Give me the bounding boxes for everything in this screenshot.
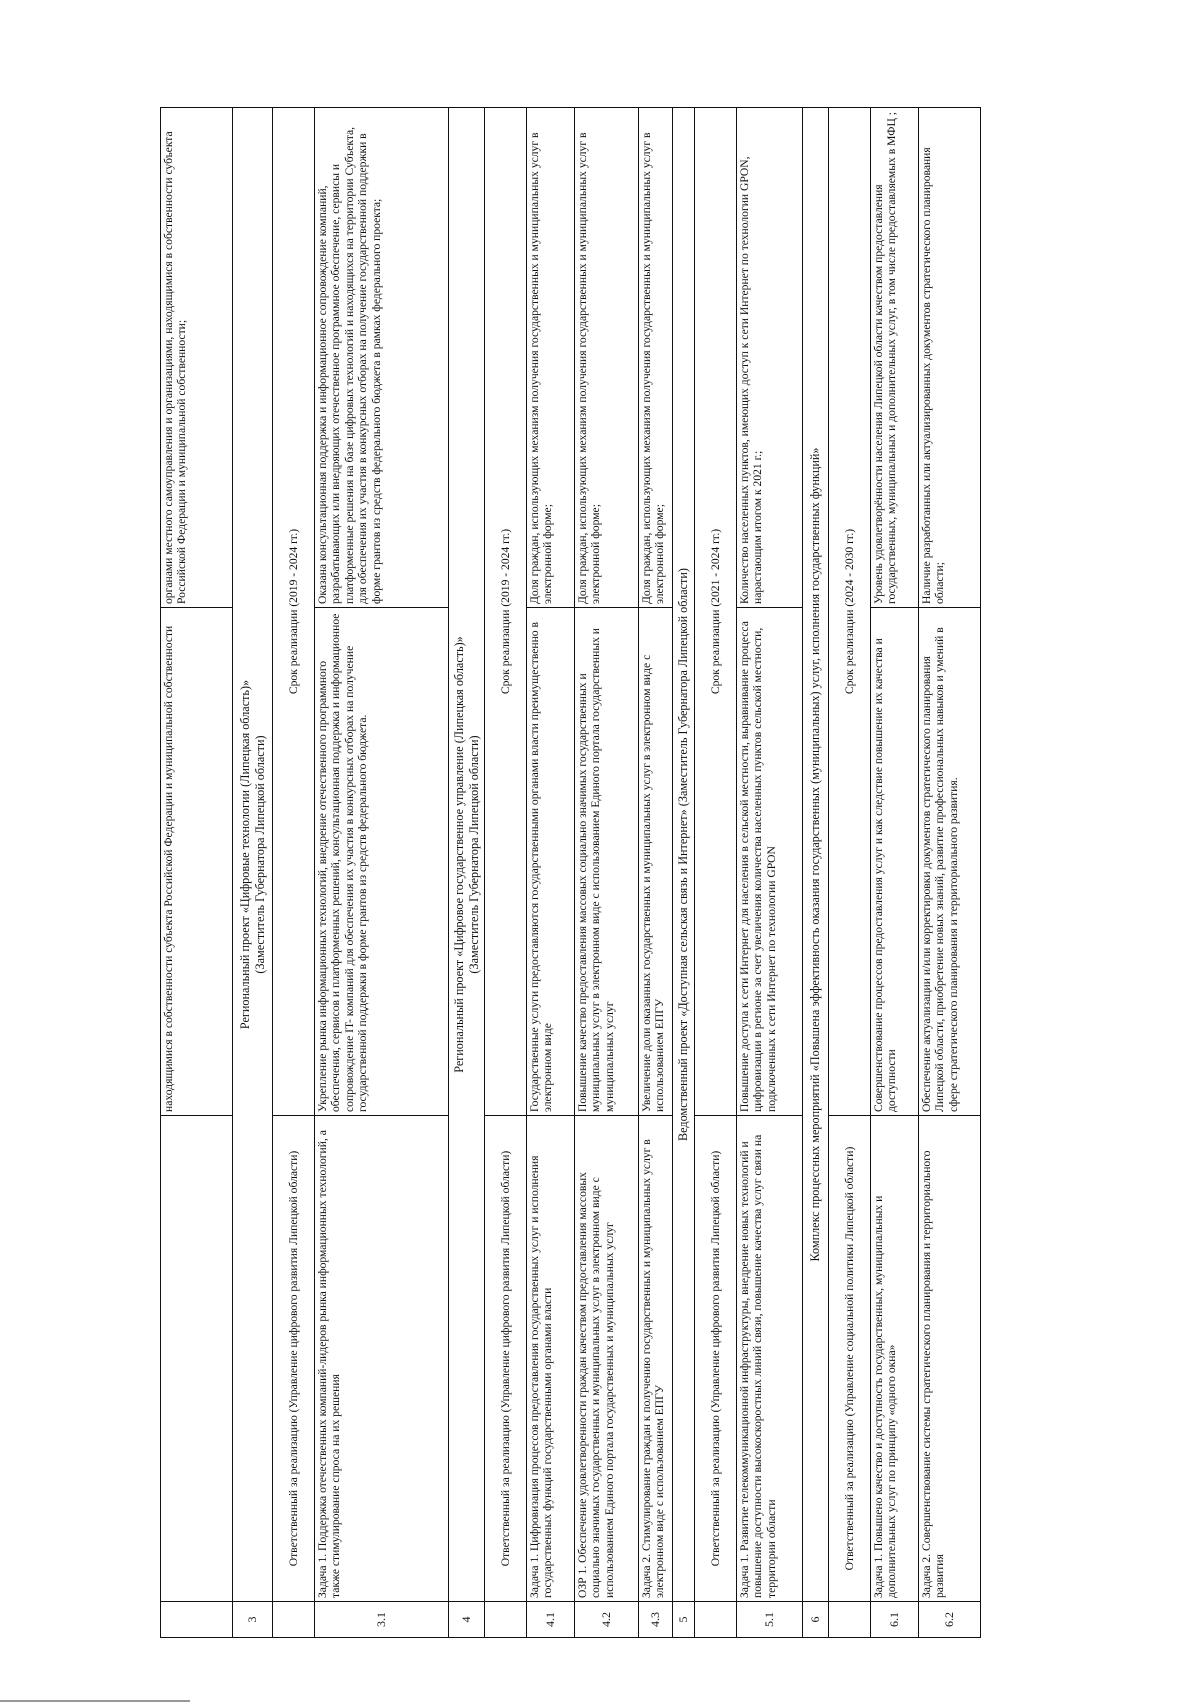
- task-cell: Задача 1. Цифровизация процессов предоставления государственных услуг и исполнения государственных функций государственными органами власти: [527, 1116, 575, 1602]
- section-number: 6: [803, 1602, 829, 1638]
- table-row: [871, 108, 919, 1638]
- section-title: Комплекс процессных мероприятий «Повышена эффективность оказания государственных (муниципальных) услуг, исполнения государственных функций»: [803, 108, 829, 1602]
- effect-cell: Укрепление рынка информационных технологий, внедрение отечественного программного обеспечения, сервисов и платформенных решений, консультационная поддержка и информационное сопровождение IT- компаний для обеспечения их участия в конкурсных отборах на получение государственной поддержки в форме грантов из средств федерального бюджета.: [315, 608, 449, 1116]
- table-row: [527, 108, 575, 1638]
- indicator-cell: Количество населенных пунктов, имеющих доступ к сети Интернет по технологии GPON, нарастающим итогом к 2021 г.;: [737, 108, 803, 608]
- scan-edge-mark: [0, 1700, 190, 1702]
- indicator-cell: Уровень удовлетворённости населения Липецкой области качеством предоставления государственных, муниципальных и дополнительных услуг, в том числе предоставляемых в МФЦ ;: [871, 108, 919, 608]
- period-cell: Срок реализации (2021 - 2024 гг.): [695, 108, 737, 1116]
- period-cell: Срок реализации (2019 - 2024 гг.): [273, 108, 315, 1116]
- section-title-line: Региональный проект «Цифровое государственное управление (Липецкая область)»: [452, 636, 467, 1073]
- row-number: 4.1: [527, 1602, 575, 1638]
- section-title-line: Региональный проект «Цифровые технологии (Липецкая область)»: [238, 679, 253, 1030]
- section-title: [449, 108, 485, 1602]
- effect-cell: находящимися в собственности субъекта Российской Федерации и муниципальной собственности: [161, 608, 233, 1116]
- responsible-row: [485, 108, 527, 1638]
- section-title-row: [803, 108, 829, 1638]
- effect-cell: Совершенствование процессов предоставления услуг и как следствие повышение их качества и доступности: [871, 608, 919, 1116]
- row-number-cell: [829, 1602, 871, 1638]
- section-number: 4: [449, 1602, 485, 1638]
- table-row: [639, 108, 673, 1638]
- task-cell: Задача 2. Стимулирование граждан к получению государственных и муниципальных услуг в электронном виде с использованием ЕПГУ: [639, 1116, 673, 1602]
- task-cell: ОЗР 1. Обеспечение удовлетворенности граждан качеством предоставления массовых социально значимых государственных и муниципальных услуг в электронном виде с использованием Единого портала государственных и муниципальных услуг: [575, 1116, 639, 1602]
- section-number: 5: [673, 1602, 695, 1638]
- section-title-line: (Заместитель Губернатора Липецкой области): [252, 735, 267, 974]
- effect-cell: Увеличение доли оказанных государственных и муниципальных услуг в электронном виде с использованием ЕПГУ: [639, 608, 673, 1116]
- task-cell: Задача 2. Совершенствование системы стратегического планирования и территориального развития: [919, 1116, 981, 1602]
- effect-cell: Обеспечение актуализации и/или корректировки документов стратегического планирования Липецкой области, приобретение новых знаний, развитие профессиональных навыков и умений в сфере стратегического планирования и территориального развития.: [919, 608, 981, 1116]
- row-number: 4.2: [575, 1602, 639, 1638]
- table-row: [737, 108, 803, 1638]
- row-number-cell: [485, 1602, 527, 1638]
- row-number-cell: [161, 1602, 233, 1638]
- section-title: [233, 108, 273, 1602]
- responsible-cell: Ответственный за реализацию (Управление социальной политики Липецкой области): [829, 1116, 871, 1602]
- row-number-cell: [273, 1602, 315, 1638]
- rotated-table-wrapper: [160, 108, 1040, 1638]
- responsible-cell: Ответственный за реализацию (Управление цифрового развития Липецкой области): [485, 1116, 527, 1602]
- section-title: Ведомственный проект «Доступная сельская связь и Интернет» (Заместитель Губернатора Липецкой области): [673, 108, 695, 1602]
- table-row: [919, 108, 981, 1638]
- row-number: 5.1: [737, 1602, 803, 1638]
- section-title-row: [449, 108, 485, 1638]
- table-row: [575, 108, 639, 1638]
- responsible-row: [273, 108, 315, 1638]
- indicator-cell: органами местного самоуправления и организациями, находящимися в собственности субъекта Российской Федерации и муниципальной собственности;: [161, 108, 233, 608]
- row-number-cell: [695, 1602, 737, 1638]
- indicator-cell: Наличие разработанных или актуализированных документов стратегического планирования области;: [919, 108, 981, 608]
- indicator-cell: Оказана консультационная поддержка и информационное сопровождение компаний, разрабатывающих или внедряющих отечественное программное обеспечение, сервисы и платформенные решения на базе цифровых технологий и находящихся на территории Субъекта, для обеспечения их участия в конкурсных отборах на получение государственной поддержки в форме грантов из средств федерального бюджета в рамках федерального проекта;: [315, 108, 449, 608]
- section-title-row: [673, 108, 695, 1638]
- row-number: 3.1: [315, 1602, 449, 1638]
- effect-cell: Государственные услуги предоставляются государственными органами власти преимущественно в электронном виде: [527, 608, 575, 1116]
- table-row: [161, 108, 233, 1638]
- effect-cell: Повышение качество предоставления массовых социально значимых государственных и муниципальных услуг в электронном виде с использованием Единого портала государственных и муниципальных услуг: [575, 608, 639, 1116]
- responsible-cell: Ответственный за реализацию (Управление цифрового развития Липецкой области): [273, 1116, 315, 1602]
- indicator-cell: Доля граждан, использующих механизм получения государственных и муниципальных услуг в электронной форме;: [575, 108, 639, 608]
- row-number: 6.2: [919, 1602, 981, 1638]
- indicator-cell: Доля граждан, использующих механизм получения государственных и муниципальных услуг в электронной форме;: [527, 108, 575, 608]
- row-number: 4.3: [639, 1602, 673, 1638]
- period-cell: Срок реализации (2019 - 2024 гг.): [485, 108, 527, 1116]
- measures-table: [160, 107, 981, 1638]
- effect-cell: Повышение доступа к сети Интернет для населения в сельской местности, выравнивание процесса цифровизации в регионе за счет увеличения количества населенных пунктов сельской местности, подключенных к сети Интернет по технологии GPON: [737, 608, 803, 1116]
- section-number: 3: [233, 1602, 273, 1638]
- responsible-cell: Ответственный за реализацию (Управление цифрового развития Липецкой области): [695, 1116, 737, 1602]
- row-number: 6.1: [871, 1602, 919, 1638]
- responsible-row: [695, 108, 737, 1638]
- indicator-cell: Доля граждан, использующих механизм получения государственных и муниципальных услуг в электронной форме;: [639, 108, 673, 608]
- section-title-row: [233, 108, 273, 1638]
- task-cell: Задача 1. Поддержка отечественных компаний-лидеров рынка информационных технологий, а также стимулирование спроса на их решения: [315, 1116, 449, 1602]
- table-row: [315, 108, 449, 1638]
- task-cell: Задача 1. Повышено качество и доступность государственных, муниципальных и дополнительных услуг по принципу «одного окна»: [871, 1116, 919, 1602]
- task-cell: Задача 1. Развитие телекоммуникационной инфраструктуры, внедрение новых технологий и повышение доступности высокоскоростных линий связи, повышение качества услуг связи на территории области: [737, 1116, 803, 1602]
- task-cell: [161, 1116, 233, 1602]
- period-cell: Срок реализации (2024 - 2030 гг.): [829, 108, 871, 1116]
- responsible-row: [829, 108, 871, 1638]
- section-title-line: (Заместитель Губернатора Липецкой области): [466, 735, 481, 974]
